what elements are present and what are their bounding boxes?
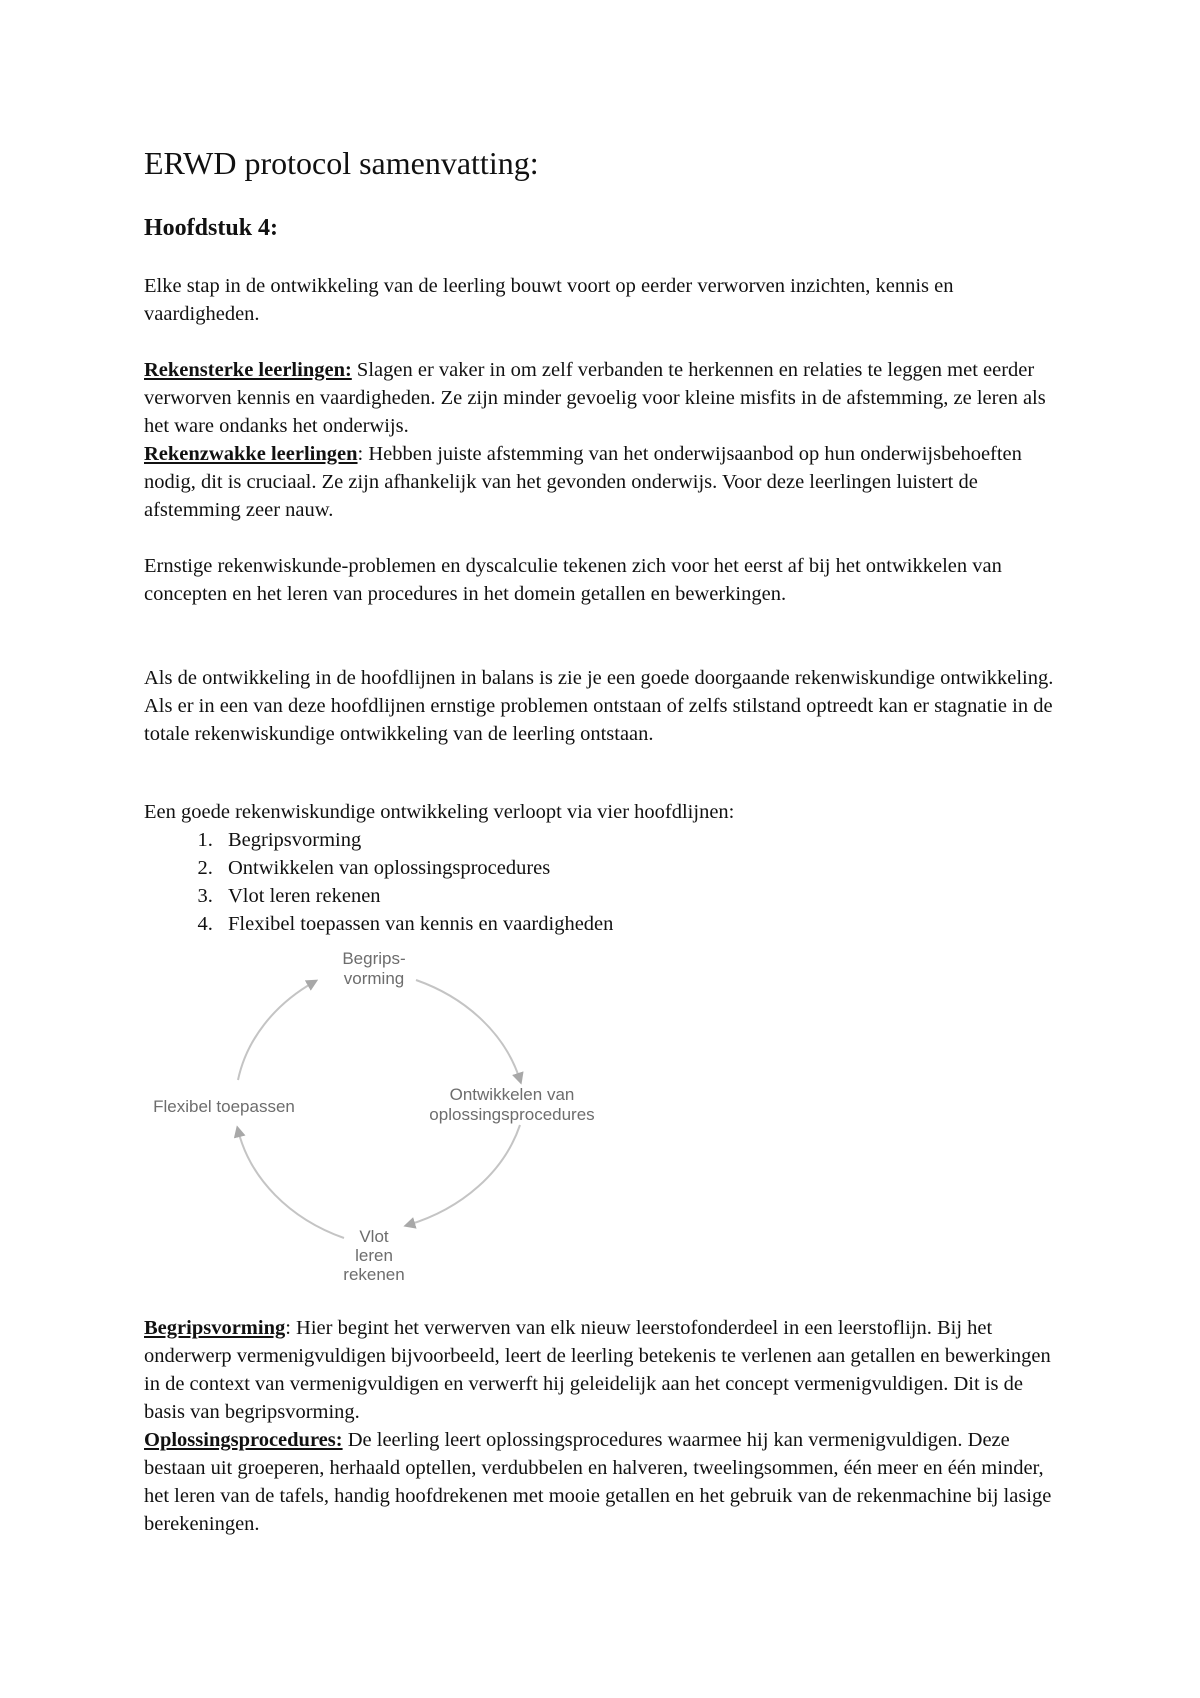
diagram-right-label: oplossingsprocedures xyxy=(429,1105,595,1124)
concept-text: : Hier begint het verwerven van elk nieuw leerstofonderdeel in een leerstoflijn. Bij het onderwerp vermenigvuldigen bijvoorbeeld, leert de leerling betekenis te verlenen aan getallen en bewerkingen in de context van vermenigvuldigen en verwerft hij geleidelijk aan het concept vermenigvuldigen. Dit is de basis van begripsvorming. xyxy=(144,1317,1051,1423)
document-title: ERWD protocol samenvatting: xyxy=(144,145,539,181)
diagram-top-label: Begrips- xyxy=(342,949,406,968)
strong-students-term: Rekensterke leerlingen: xyxy=(144,359,352,381)
weak-students-paragraph xyxy=(144,440,1064,524)
balance-paragraph: Als de ontwikkeling in de hoofdlijnen in balans is zie je een goede doorgaande rekenwiskundige ontwikkeling. Als er in een van deze hoofdlijnen ernstige problemen ontstaan of zelfs stilstand optreedt kan er stagnatie in de totale rekenwiskundige ontwikkeling van de leerling ontstaan. xyxy=(144,667,1054,745)
cycle-arrow xyxy=(416,980,520,1080)
strong-students-paragraph xyxy=(144,356,1064,440)
diagram-right-label: Ontwikkelen van xyxy=(449,1085,575,1104)
list-item: 2. Ontwikkelen van oplossingsprocedures xyxy=(218,854,613,882)
list-intro: Een goede rekenwiskundige ontwikkeling verloopt via vier hoofdlijnen: xyxy=(144,801,735,823)
diagram-left-label: Flexibel toepassen xyxy=(153,1097,295,1116)
procedures-text: De leerling leert oplossingsprocedures waarmee hij kan vermenigvuldigen. Deze bestaan uit groeperen, herhaald optellen, verdubbelen en halveren, tweelingsommen, één meer en één minder, het leren van de tafels, handig hoofdrekenen met mooie getallen en het gebruik van de rekenmachine bij lasige berekeningen. xyxy=(144,1429,1052,1535)
diagram-bottom-label: rekenen xyxy=(343,1265,405,1284)
weak-students-term: Rekenzwakke leerlingen xyxy=(144,443,358,465)
procedures-term: Oplossingsprocedures: xyxy=(144,1429,343,1451)
steps-list xyxy=(144,826,613,938)
concept-term: Begripsvorming xyxy=(144,1317,286,1339)
weak-students-text: : Hebben juiste afstemming van het onderwijsaanbod op hun onderwijsbehoeften nodig, dit is cruciaal. Ze zijn afhankelijk van het gevonden onderwijs. Voor deze leerlingen luistert de afstemming zeer nauw. xyxy=(144,443,1022,521)
cycle-arrow xyxy=(408,1125,520,1225)
concept-paragraph xyxy=(144,1314,1064,1426)
list-item: 3. Vlot leren rekenen xyxy=(218,882,613,910)
cycle-arrow xyxy=(238,982,314,1080)
chapter-heading: Hoofdstuk 4: xyxy=(144,215,279,241)
cycle-arrow xyxy=(238,1130,344,1238)
diagram-bottom-label: Vlot xyxy=(359,1227,389,1246)
diagram-bottom-label: leren xyxy=(355,1246,393,1265)
cycle-diagram xyxy=(144,940,624,1285)
list-item: 4. Flexibel toepassen van kennis en vaardigheden xyxy=(218,910,613,938)
list-item: 1. Begripsvorming xyxy=(218,826,613,854)
diagram-top-label: vorming xyxy=(343,969,405,988)
problems-paragraph: Ernstige rekenwiskunde-problemen en dyscalculie tekenen zich voor het eerst af bij het ontwikkelen van concepten en het leren van procedures in het domein getallen en bewerkingen. xyxy=(144,555,1002,605)
procedures-paragraph xyxy=(144,1426,1064,1538)
strong-students-text: Slagen er vaker in om zelf verbanden te herkennen en relaties te leggen met eerder verworven kennis en vaardigheden. Ze zijn minder gevoelig voor kleine misfits in de afstemming, ze leren als het ware ondanks het onderwijs. xyxy=(144,359,1046,437)
intro-paragraph: Elke stap in de ontwikkeling van de leerling bouwt voort op eerder verworven inzichten, kennis en vaardigheden. xyxy=(144,275,954,325)
